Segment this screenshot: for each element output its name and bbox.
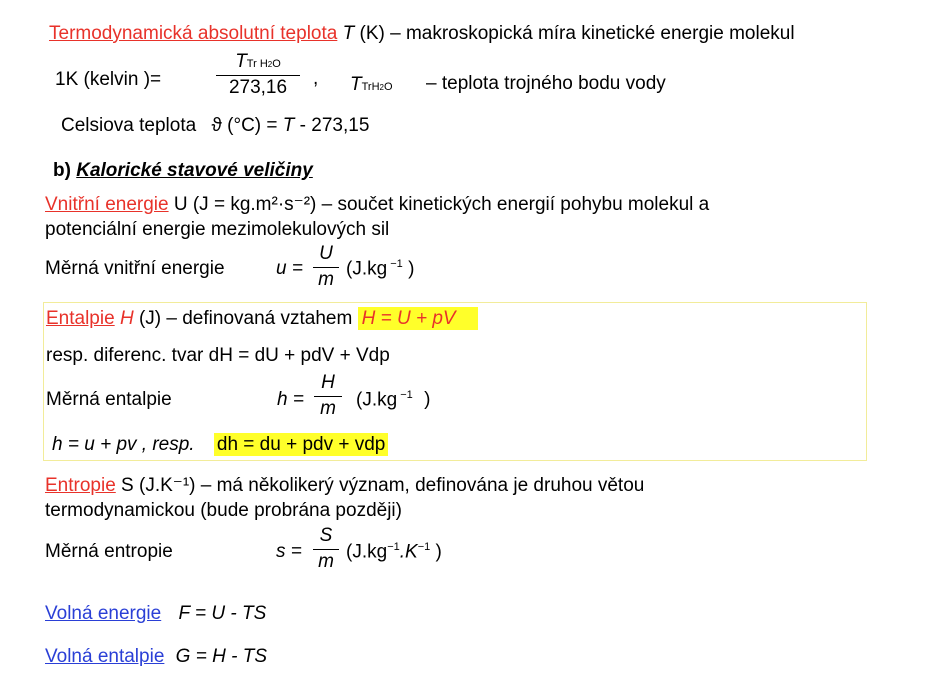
enthalpy-unit: (J.kg $^{-1}$ ) bbox=[356, 389, 431, 411]
kelvin-fraction-denominator: 273,16 bbox=[228, 76, 288, 98]
enthalpy-differential-formula: dh = du + pdv + vdp bbox=[214, 433, 389, 456]
term-entropy[interactable]: Entropie bbox=[45, 475, 116, 496]
term-thermodynamic-temperature[interactable]: Termodynamická absolutní teplota bbox=[49, 23, 338, 44]
symbol-T: T bbox=[342, 23, 355, 44]
kelvin-lhs: 1K (kelvin )= bbox=[55, 69, 162, 90]
free-energy-line bbox=[45, 603, 266, 625]
specific-entropy-label: Měrná entropie bbox=[45, 541, 173, 562]
triple-point-description: – teplota trojného bodu vody bbox=[426, 73, 666, 94]
term-internal-energy[interactable]: Vnitřní energie bbox=[45, 194, 169, 215]
thermodynamic-temperature-line bbox=[49, 23, 795, 45]
internal-energy-line1: Vnitřní energie U (J = kg.m²·s⁻²) – součet kinetických energií pohybu molekul a bbox=[45, 194, 710, 215]
term-free-enthalpy[interactable]: Volná entalpie bbox=[45, 646, 165, 667]
internal-energy-fraction: U m bbox=[313, 244, 339, 291]
entropy-line2: termodynamickou (bude probrána později) bbox=[45, 500, 402, 521]
enthalpy-differential: resp. diferenc. tvar dH = dU + pdV + Vdp bbox=[46, 345, 390, 366]
theta-symbol: ϑ bbox=[211, 115, 222, 136]
internal-energy-line2: potenciální energie mezimolekulových sil bbox=[45, 219, 390, 240]
free-enthalpy-formula: G = H - TS bbox=[175, 646, 267, 667]
enthalpy-lhs: h = bbox=[277, 389, 304, 410]
section-b-heading: b) Kalorické stavové veličiny bbox=[53, 160, 313, 181]
enthalpy-fraction: H m bbox=[314, 373, 342, 420]
celsius-label: Celsiova teplota bbox=[61, 115, 197, 136]
internal-energy-lhs: u = bbox=[276, 258, 303, 279]
entropy-unit: ($J.kg^{-1}.K^{-1}$ ) bbox=[346, 541, 442, 563]
entropy-line1: Entropie S (J.K⁻¹) – má několikerý význam, definována je druhou větou bbox=[45, 475, 645, 496]
enthalpy-formula: H = U + pV bbox=[358, 307, 478, 330]
triple-point-symbol: TTrH2O bbox=[350, 74, 393, 95]
entropy-fraction: S m bbox=[313, 526, 339, 573]
internal-energy-unit: (J.kg $^{-1}$ ) bbox=[346, 258, 415, 280]
kelvin-fraction-numerator: TTr H2O bbox=[235, 51, 281, 72]
temperature-description: (K) – makroskopická míra kinetické energie molekul bbox=[359, 23, 795, 44]
enthalpy-relation-line: h = u + pv , resp. dh = du + pdv + vdp bbox=[52, 434, 388, 456]
specific-internal-energy-label: Měrná vnitřní energie bbox=[45, 258, 225, 279]
term-free-energy[interactable]: Volná energie bbox=[45, 603, 162, 624]
celsius-line: Celsiova teplota ϑ (°C) = T - 273,15 bbox=[61, 115, 370, 136]
enthalpy-definition-line: Entalpie H (J) – definovaná vztahem H = U + pV bbox=[46, 308, 478, 330]
entropy-lhs: s = bbox=[276, 541, 302, 562]
term-enthalpy[interactable]: Entalpie bbox=[46, 308, 115, 329]
free-enthalpy-line bbox=[45, 646, 267, 668]
specific-enthalpy-label: Měrná entalpie bbox=[46, 389, 172, 410]
kelvin-comma: , bbox=[313, 68, 319, 89]
kelvin-fraction bbox=[216, 52, 300, 99]
free-energy-formula: F = U - TS bbox=[178, 603, 267, 624]
